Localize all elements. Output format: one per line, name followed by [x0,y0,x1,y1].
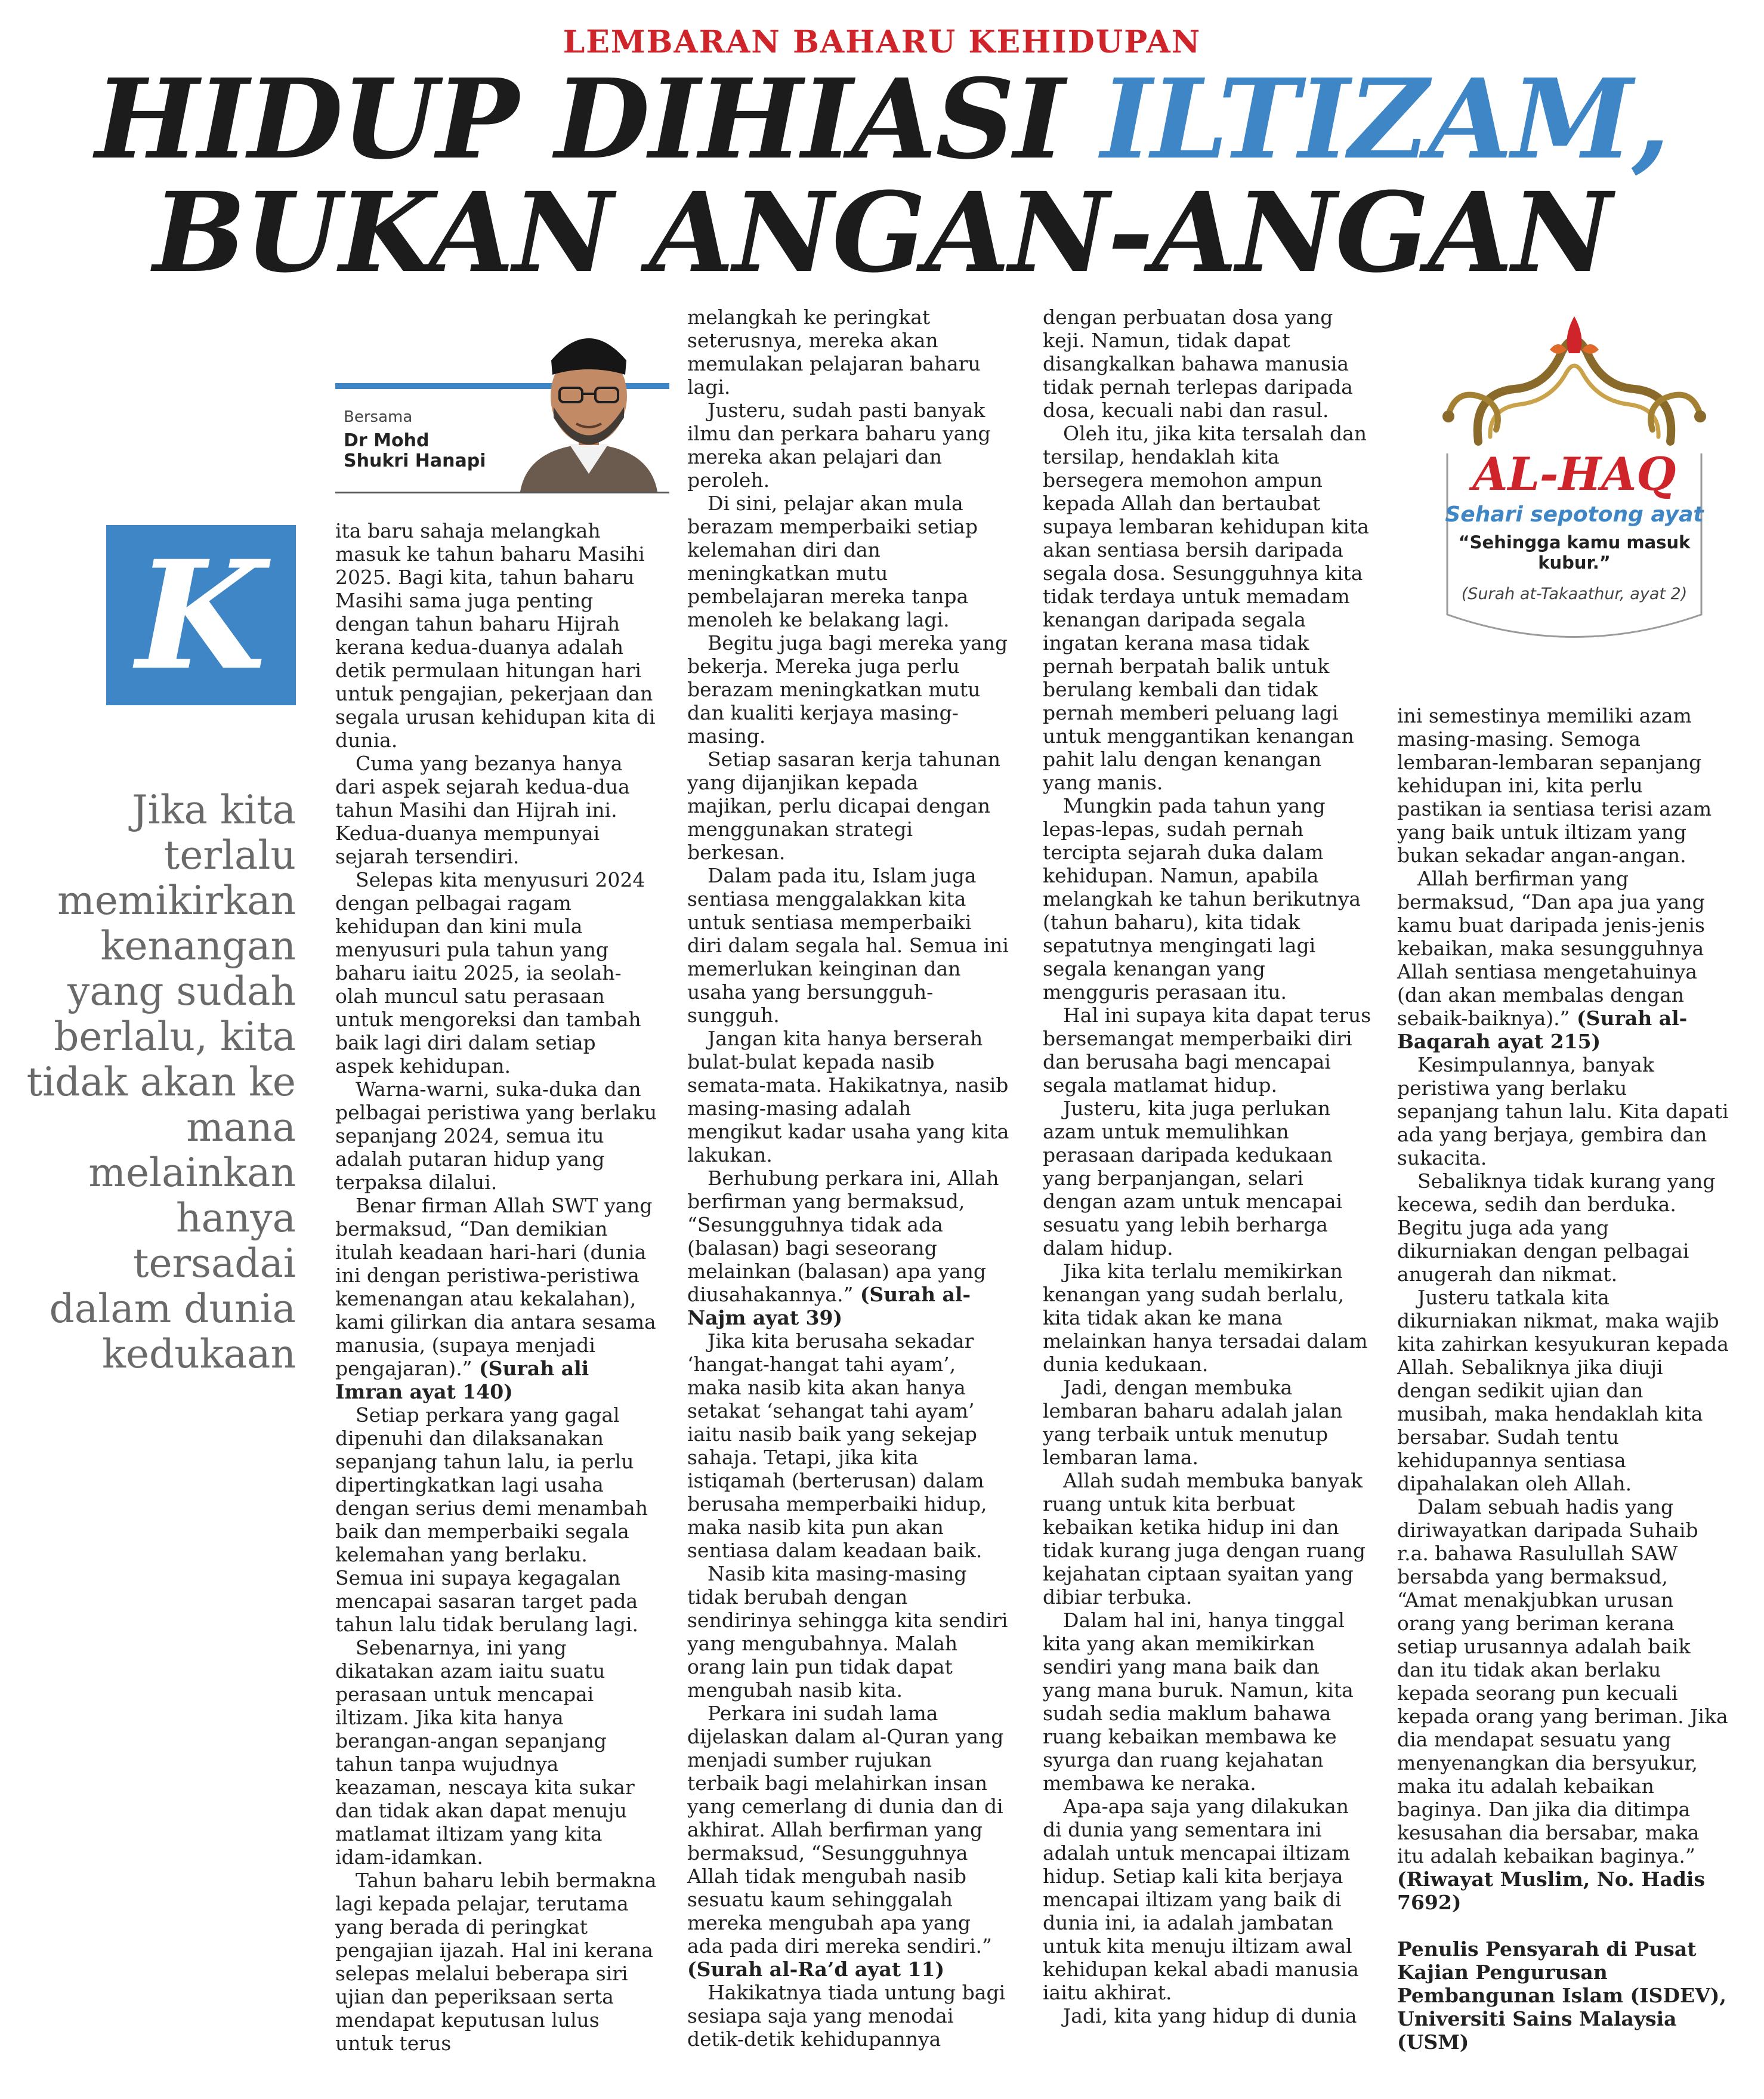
paragraph [687,1562,1009,1702]
paragraph-text: Hakikatnya tiada untung bagi sesiapa saja yang menodai detik-detik kehidupannya [687,1981,1006,2051]
verse-reference: (Surah al-Najm ayat 39) [687,1283,971,1329]
article-column-1 [335,519,657,2055]
paragraph [1397,704,1731,867]
paragraph [1043,1260,1372,1376]
paragraph [687,1166,1009,1329]
article-column-3 [1043,305,1372,2027]
paragraph [687,399,1009,492]
paragraph [687,1329,1009,1562]
paragraph-text: Jika kita berusaha sekadar ‘hangat-hangat tahi ayam’, maka nasib kita akan hanya setakat ‘sehangat tahi ayam’ iaitu nasib baik yang sekejap sahaja. Tetapi, jika kita istiqamah (berterusan) dalam berusaha memperbaiki hidup, maka nasib kita pun akan sentiasa dalam keadaan baik. [687,1329,987,1562]
kicker: LEMBARAN BAHARU KEHIDUPAN [563,24,1201,60]
al-haq-title: AL-HAQ [1472,447,1676,501]
author-note [1397,1937,1731,2054]
paragraph [1397,867,1731,1053]
paragraph-text: Hal ini supaya kita dapat terus bersemangat memperbaiki diri dan berusaha bagi mencapai segala matlamat hidup. [1043,1004,1371,1097]
paragraph-text: Justeru tatkala kita dikurniakan nikmat, maka wajib kita zahirkan kesyukuran kepada Allah. Sebaliknya jika diuji dengan sedikit ujian dan musibah, maka hendaklah kita bersabar. Sudah tentu kehidupannya sentiasa dipahalakan oleh Allah. [1397,1286,1729,1495]
paragraph [687,631,1009,748]
paragraph-text: Dalam sebuah hadis yang diriwayatkan daripada Suhaib r.a. bahawa Rasulullah SAW bersabda yang bermaksud, “Amat menakjubkan urusan orang yang beriman kerana setiap urusannya adalah baik dan itu tidak akan berlaku kepada seorang pun kecuali kepada orang yang beriman. Jika dia mendapat sesuatu yang menyenangkan dia bersyukur, maka itu adalah kebaikan baginya. Dan jika dia ditimpa kesusahan dia bersabar, maka itu adalah kebaikan baginya.” [1397,1495,1728,1868]
author-name-line-2: Shukri Hanapi [344,450,486,471]
paragraph-text: Setiap sasaran kerja tahunan yang dijanjikan kepada majikan, perlu dicapai dengan menggunakan strategi berkesan. [687,748,1000,864]
paragraph-text: Benar firman Allah SWT yang bermaksud, “Dan demikian itulah keadaan hari-hari (dunia ini dengan peristiwa-peristiwa kemenangan atau kekalahan), kami gilirkan dia antara sesama manusia, (supaya menjadi pengajaran).” [335,1194,656,1380]
paragraph [335,1194,657,1403]
paragraph-text: Nasib kita masing-masing tidak berubah dengan sendirinya sehingga kita sendiri yang mengubahnya. Malah orang lain pun tidak dapat mengubah nasib kita. [687,1562,1008,1702]
paragraph [1043,1376,1372,1469]
author-name [344,431,486,471]
paragraph-text: Apa-apa saja yang dilakukan di dunia yang sementara ini adalah untuk mencapai iltizam hidup. Setiap kali kita berjaya mencapai iltizam yang baik di dunia ini, ia adalah jambatan untuk kita menuju iltizam awal kehidupan kekal abadi manusia iaitu akhirat. [1043,1795,1359,2004]
headline-part: HIDUP DIHIASI [95,55,1101,184]
article-column-4 [1397,704,1731,2054]
paragraph-text: Dalam hal ini, hanya tinggal kita yang akan memikirkan sendiri yang mana baik dan yang mana buruk. Namun, kita sudah sedia maklum bahawa ruang kebaikan membawa ke syurga dan ruang kejahatan membawa ke neraka. [1043,1609,1354,1795]
paragraph-text: Sebaliknya tidak kurang yang kecewa, sedih dan berduka. Begitu juga ada yang dikurniakan dengan pelbagai anugerah dan nikmat. [1397,1169,1716,1286]
byline-with: Bersama [344,408,413,426]
paragraph [335,1403,657,1636]
paragraph-text: Jadi, dengan membuka lembaran baharu adalah jalan yang terbaik untuk menutup lembaran lama. [1043,1376,1343,1469]
paragraph-text: Oleh itu, jika kita tersalah dan tersilap, hendaklah kita bersegera memohon ampun kepada Allah dan bertaubat supaya lembaran kehidupan kita akan sentiasa bersih daripada segala dosa. Sesungguhnya kita tidak terdaya untuk memadam kenangan daripada segala ingatan kerana masa tidak pernah berpatah balik untuk berulang kembali dan tidak pernah memberi peluang lagi untuk menggantikan kenangan pahit lalu dengan kenangan yang manis. [1043,422,1369,794]
paragraph [1043,1469,1372,1609]
paragraph-text: Cuma yang bezanya hanya dari aspek sejarah kedua-dua tahun Masihi dan Hijrah ini. Kedua-duanya mempunyai sejarah tersendiri. [335,752,630,868]
paragraph-text: ini semestinya memiliki azam masing-masing. Semoga lembaran-lembaran sepanjang kehidupan ini, kita perlu pastikan ia sentiasa terisi azam yang baik untuk iltizam yang bukan sekadar angan-angan. [1397,704,1712,867]
paragraph [687,864,1009,1027]
paragraph [1043,1097,1372,1260]
al-haq-reference: (Surah at-Takaathur, ayat 2) [1461,585,1688,603]
paragraph-text: Jika kita terlalu memikirkan kenangan yang sudah berlalu, kita tidak akan ke mana melainkan hanya tersadai dalam dunia kedukaan. [1043,1260,1368,1376]
pull-quote: Jika kita terlalu memikirkan kenangan yang sudah berlalu, kita tidak akan ke mana melainkan hanya tersadai dalam dunia kedukaan [26,787,296,1377]
paragraph [1043,422,1372,794]
verse-reference: (Surah al-Ra’d ayat 11) [687,1958,945,1981]
paragraph [335,752,657,868]
paragraph [1397,1495,1731,1914]
paragraph [687,492,1009,631]
byline-rule [335,492,669,493]
verse-reference: (Surah al-Baqarah ayat 215) [1397,1007,1688,1053]
paragraph [1043,305,1372,422]
al-haq-verse: “Sehingga kamu masuk kubur.” [1458,532,1691,573]
paragraph-text: Perkara ini sudah lama dijelaskan dalam al-Quran yang menjadi sumber rujukan terbaik bagi melahirkan insan yang cemerlang di dunia dan di akhirat. Allah berfirman yang bermaksud, “Sesungguhnya Allah tidak mengubah nasib sesuatu kaum sehinggalah mereka mengubah apa yang ada pada diri mereka sendiri.” [687,1702,1004,1958]
paragraph-text: Setiap perkara yang gagal dipenuhi dan dilaksanakan sepanjang tahun lalu, ia perlu dipertingkatkan lagi usaha dengan serius demi menambah baik dan memperbaiki segala kelemahan yang berlaku. Semua ini supaya kegagalan mencapai sasaran target pada tahun lalu tidak berulang lagi. [335,1403,648,1636]
paragraph [1043,2004,1372,2027]
al-haq-subtitle: Sehari sepotong ayat [1445,502,1704,527]
paragraph [335,868,657,1078]
author-name-line-1: Dr Mohd [344,430,430,451]
paragraph-text: Tahun baharu lebih bermakna lagi kepada pelajar, terutama yang berada di peringkat pengajian ijazah. Hal ini kerana selepas melalui beberapa siri ujian dan peperiksaan serta mendapat keputusan lulus untuk terus [335,1869,657,2055]
drop-cap-letter: K [136,527,266,703]
article-column-2 [687,305,1009,2051]
paragraph-text: Sebenarnya, ini yang dikatakan azam iaitu suatu perasaan untuk mencapai iltizam. Jika kita hanya berangan-angan sepanjang tahun tanpa wujudnya keazaman, nescaya kita sukar dan tidak akan dapat menuju matlamat iltizam yang kita idam-idamkan. [335,1636,635,1869]
paragraph [335,1636,657,1869]
paragraph [1043,1795,1372,2004]
paragraph-text: Selepas kita menyusuri 2024 dengan pelbagai ragam kehidupan dan kini mula menyusuri pula tahun yang baharu iaitu 2025, ia seolah-olah muncul satu perasaan untuk mengoreksi dan tambah baik lagi diri dalam setiap aspek kehidupan. [335,868,645,1078]
paragraph [335,1078,657,1194]
author-portrait [514,317,663,492]
paragraph [1043,794,1372,1004]
paragraph [335,1869,657,2055]
paragraph-text: Dalam pada itu, Islam juga sentiasa menggalakkan kita untuk sentiasa memperbaiki diri dalam segala hal. Semua ini memerlukan keinginan dan usaha yang bersungguh-sungguh. [687,864,1009,1027]
paragraph-text: Allah sudah membuka banyak ruang untuk kita berbuat kebaikan ketika hidup ini dan tidak kurang juga dengan ruang kejahatan ciptaan syaitan yang dibiar terbuka. [1043,1469,1366,1609]
paragraph [687,1981,1009,2051]
drop-cap [106,525,296,705]
byline [335,317,669,496]
paragraph-text: melangkah ke peringkat seterusnya, mereka akan memulakan pelajaran baharu lagi. [687,305,981,399]
paragraph-text: Di sini, pelajar akan mula berazam memperbaiki setiap kelemahan diri dan meningkatkan mutu pembelajaran mereka tanpa menoleh ke belakang lagi. [687,492,978,631]
paragraph [687,748,1009,864]
al-haq-box [1413,310,1736,644]
paragraph-text: Mungkin pada tahun yang lepas-lepas, sudah pernah tercipta sejarah duka dalam kehidupan. Namun, apabila melangkah ke tahun berikutnya (tahun baharu), kita tidak sepatutnya mengingati lagi segala kenangan yang mengguris perasaan itu. [1043,794,1361,1004]
paragraph [687,305,1009,399]
paragraph [1043,1004,1372,1097]
paragraph-text: Jangan kita hanya berserah bulat-bulat kepada nasib semata-mata. Hakikatnya, nasib masing-masing adalah mengikut kadar usaha yang kita lakukan. [687,1027,1009,1166]
paragraph-text: Warna-warni, suka-duka dan pelbagai peristiwa yang berlaku sepanjang 2024, semua itu adalah putaran hidup yang terpaksa dilalui. [335,1078,657,1194]
headline-accent: ILTIZAM, [1101,55,1669,184]
paragraph [335,519,657,752]
paragraph-text: Justeru, sudah pasti banyak ilmu dan perkara baharu yang mereka akan pelajari dan peroleh. [687,399,991,492]
paragraph-text: Berhubung perkara ini, Allah berfirman yang bermaksud, “Sesungguhnya tidak ada (balasan) bagi seseorang melainkan (balasan) apa yang diusahakannya.” [687,1166,999,1306]
paragraph-text: Justeru, kita juga perlukan azam untuk memulihkan perasaan daripada kedukaan yang berpanjangan, selari dengan azam untuk mencapai sesuatu yang lebih berharga dalam hidup. [1043,1097,1343,1260]
paragraph [1397,1169,1731,1286]
paragraph [1397,1053,1731,1169]
paragraph [1397,1286,1731,1495]
paragraph-text: Jadi, kita yang hidup di dunia [1063,2004,1357,2027]
hadith-reference: (Riwayat Muslim, No. Hadis 7692) [1397,1868,1706,1914]
paragraph-text: ita baru sahaja melangkah masuk ke tahun baharu Masihi 2025. Bagi kita, tahun baharu Masihi sama juga penting dengan tahun baharu Hijrah kerana kedua-duanya adalah detik permulaan hitungan hari untuk pengajian, pekerjaan dan segala urusan kehidupan kita di dunia. [335,519,656,752]
paragraph-text: Allah berfirman yang bermaksud, “Dan apa jua yang kamu buat daripada jenis-jenis kebaikan, maka sesungguhnya Allah sentiasa mengetahuinya (dan akan membalas dengan sebaik-baiknya).” [1397,867,1705,1030]
paragraph-text: Begitu juga bagi mereka yang bekerja. Mereka juga perlu berazam meningkatkan mutu dan kualiti kerjaya masing-masing. [687,631,1008,748]
verse-reference: (Surah ali Imran ayat 140) [335,1357,589,1403]
paragraph-text: dengan perbuatan dosa yang keji. Namun, tidak dapat disangkalkan bahawa manusia tidak pernah terlepas daripada dosa, kecuali nabi dan rasul. [1043,305,1353,422]
author-note-text: Penulis Pensyarah di Pusat Kajian Pengurusan Pembangunan Islam (ISDEV), Universiti Sains Malaysia (USM) [1397,1937,1726,2054]
paragraph [687,1027,1009,1166]
headline-line-1 [0,55,1764,184]
headline-line-2: BUKAN ANGAN-ANGAN [153,168,1611,297]
paragraph [687,1702,1009,1981]
paragraph [1043,1609,1372,1795]
paragraph-text: Kesimpulannya, banyak peristiwa yang berlaku sepanjang tahun lalu. Kita dapati ada yang berjaya, gembira dan sukacita. [1397,1053,1729,1169]
